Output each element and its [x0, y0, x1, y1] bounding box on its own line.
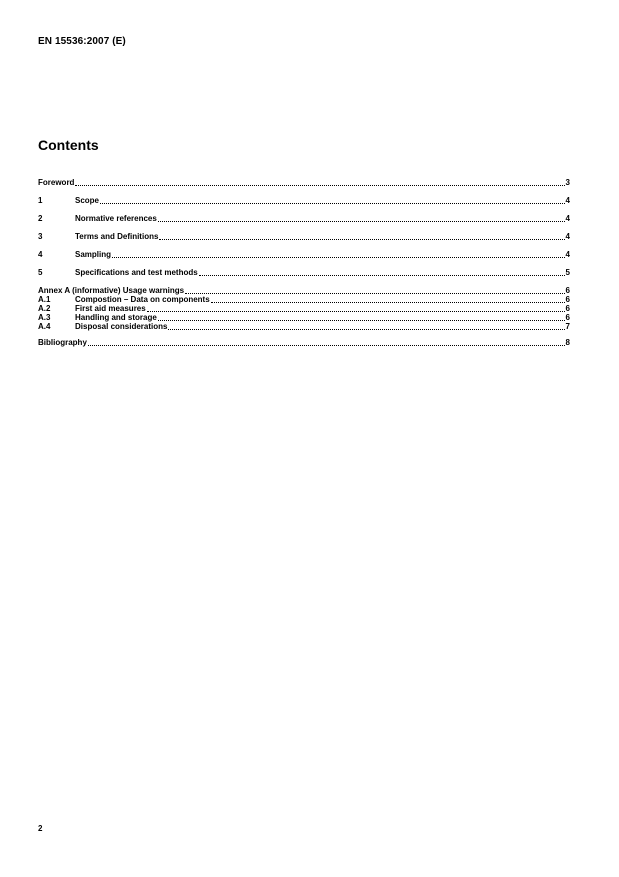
- toc-entry-number: 5: [38, 268, 43, 277]
- toc-entry-page: 4: [565, 196, 570, 205]
- toc-entry-title: Sampling: [75, 250, 112, 259]
- toc-entry-page: 4: [565, 232, 570, 241]
- toc-entry-title: Normative references: [75, 214, 157, 223]
- toc-entry-title: Annex A (informative) Usage warnings: [38, 286, 185, 295]
- toc-dot-leader: [159, 239, 564, 240]
- toc-entry-title: Specifications and test methods: [75, 268, 198, 277]
- toc-entry-title: Scope: [75, 196, 100, 205]
- toc-dot-leader: [158, 221, 565, 222]
- toc-dot-leader: [75, 185, 564, 186]
- toc-entry-page: 6: [565, 313, 570, 322]
- toc-dot-leader: [112, 257, 565, 258]
- toc-entry-number: 2: [38, 214, 43, 223]
- toc-entry-bibliography[interactable]: [38, 338, 570, 348]
- contents-heading: Contents: [38, 137, 99, 153]
- toc-entry-page: 4: [565, 250, 570, 259]
- toc-entry-page: 8: [565, 338, 570, 347]
- toc-entry-number: 1: [38, 196, 43, 205]
- toc-entry-title: Foreword: [38, 178, 75, 187]
- toc-entry-normative-references[interactable]: [38, 214, 570, 224]
- toc-entry-page: 4: [565, 214, 570, 223]
- toc-entry-number: 4: [38, 250, 43, 259]
- toc-entry-number: A.3: [38, 313, 51, 322]
- page-number: 2: [38, 824, 43, 833]
- toc-entry-specifications[interactable]: [38, 268, 570, 278]
- toc-dot-leader: [158, 320, 565, 321]
- toc-entry-number: 3: [38, 232, 43, 241]
- toc-entry-number: A.4: [38, 322, 51, 331]
- toc-entry-title: First aid measures: [75, 304, 146, 313]
- toc-entry-page: 6: [565, 304, 570, 313]
- toc-entry-page: 6: [565, 295, 570, 304]
- toc-dot-leader: [147, 311, 565, 312]
- toc-dot-leader: [168, 329, 564, 330]
- toc-entry-number: A.2: [38, 304, 51, 313]
- toc-dot-leader: [185, 293, 564, 294]
- toc-entry-page: 5: [565, 268, 570, 277]
- toc-dot-leader: [88, 345, 565, 346]
- toc-entry-title: Disposal considerations: [75, 322, 168, 331]
- toc-entry-a4[interactable]: [38, 322, 570, 332]
- toc-dot-leader: [211, 302, 565, 303]
- toc-dot-leader: [100, 203, 565, 204]
- toc-dot-leader: [199, 275, 565, 276]
- toc-entry-page: 7: [565, 322, 570, 331]
- toc-entry-sampling[interactable]: [38, 250, 570, 260]
- document-header: EN 15536:2007 (E): [38, 36, 126, 47]
- toc-entry-title: Bibliography: [38, 338, 87, 347]
- toc-entry-title: Terms and Definitions: [75, 232, 159, 241]
- toc-entry-title: Handling and storage: [75, 313, 157, 322]
- toc-entry-foreword[interactable]: [38, 178, 570, 188]
- toc-entry-scope[interactable]: [38, 196, 570, 206]
- toc-entry-number: A.1: [38, 295, 51, 304]
- toc-entry-page: 3: [565, 178, 570, 187]
- toc-entry-terms-and-definitions[interactable]: [38, 232, 570, 242]
- toc-entry-page: 6: [565, 286, 570, 295]
- toc-entry-title: Compostion – Data on components: [75, 295, 210, 304]
